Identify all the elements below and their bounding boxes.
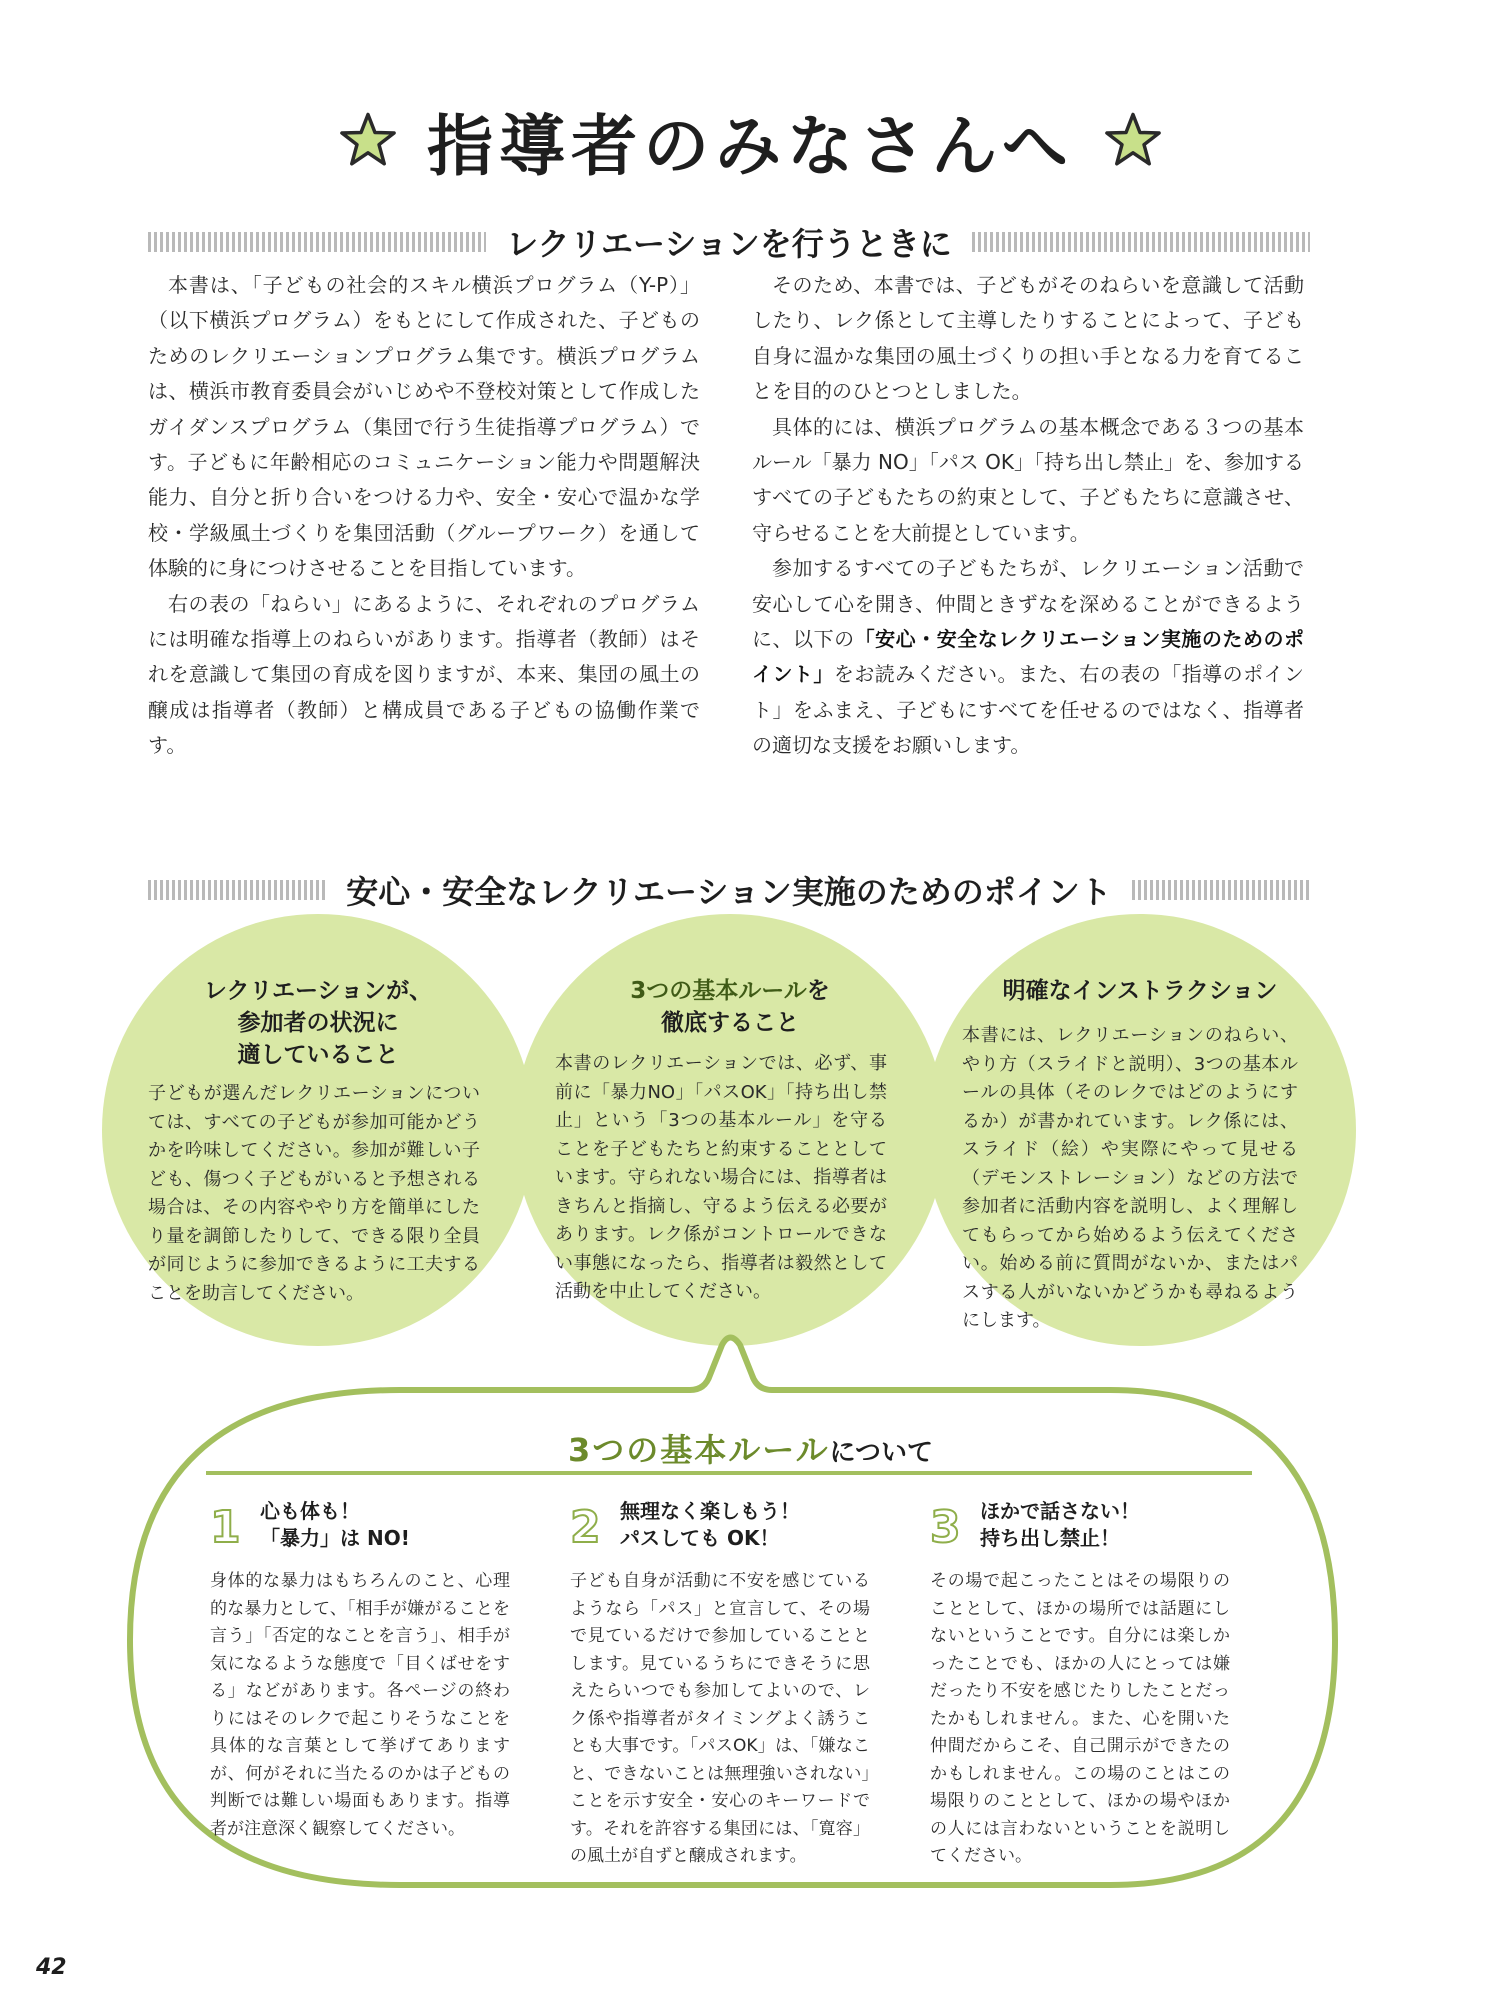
page-title: 指導者のみなさんへ bbox=[427, 107, 1074, 185]
rule-number: 3 bbox=[930, 1502, 961, 1553]
section-heading-label: レクリエーションを行うときに bbox=[506, 225, 952, 263]
point-3-title bbox=[952, 975, 1328, 1007]
rule-heading-line: 心も体も！ bbox=[260, 1499, 360, 1523]
rule-number: 2 bbox=[570, 1502, 601, 1553]
title-line: 参加者の状況に bbox=[237, 1010, 399, 1036]
point-2-title bbox=[542, 975, 918, 1039]
rule-heading-line: 無理なく楽しもう！ bbox=[620, 1499, 800, 1523]
rule-heading bbox=[260, 1498, 410, 1552]
rule-heading bbox=[980, 1498, 1140, 1552]
highlight-text: 3つの基本ルール bbox=[630, 978, 807, 1004]
title-line: 明確なインストラクション bbox=[1002, 978, 1278, 1004]
rule-heading-line: 「暴力」は NO! bbox=[260, 1526, 410, 1550]
page-number: 42 bbox=[36, 1955, 67, 1980]
rule-number: 1 bbox=[210, 1502, 241, 1553]
paragraph: そのため、本書では、子どもがそのねらいを意識して活動したり、レク係として主導したりすることによって、子ども自身に温かな集団の風土づくりの担い手となる力を育てることを目的のひとつとしました。 bbox=[752, 273, 1304, 404]
rule-heading-line: 持ち出し禁止！ bbox=[980, 1526, 1120, 1550]
rule-body: その場で起こったことはその場限りのこととして、ほかの場所では話題にしないということです。自分には楽しかったことでも、ほかの人にとっては嫌だったり不安を感じたりしたことだったかもしれません。また、心を開いた仲間だからこそ、自己開示ができたのかもしれません。この場のことはこの場限りのこととして、ほかの場やほかの人には言わないということを説明してください。 bbox=[930, 1571, 1230, 1866]
point-2-body: 本書のレクリエーションでは、必ず、事前に「暴力NO」「パスOK」「持ち出し禁止」という「3つの基本ルール」を守ることを子どもたちと約束することとしています。守られない場合には、指導者はきちんと指摘し、守るよう伝える必要があります。レク係がコントロールできない事態になったら、指導者は毅然として活動を中止してください。 bbox=[555, 1053, 887, 1302]
title-line: レクリエーションが、 bbox=[203, 978, 433, 1004]
rule-body: 身体的な暴力はもちろんのこと、心理的な暴力として、「相手が嫌がることを言う」「否定的なことを言う」、相手が気になるような態度で「目くばせをする」などがあります。各ページの終わりにはそのレクで起こりそうなことを具体的な言葉として挙げてありますが、何がそれに当たるのかは子どもの判断では難しい場面もあります。指導者が注意深く観察してください。 bbox=[210, 1571, 510, 1839]
rule-body: 子ども自身が活動に不安を感じているようなら「パス」と宣言して、その場で見ているだけで参加していることとします。見ているうちにできそうに思えたらいつでも参加してよいので、レク係や指導者がタイミングよく誘うことも大事です。「パスOK」は、「嫌なこと、できないことは無理強いされない」ことを示す安全・安心のキーワードです。それを許容する集団には、「寛容」の風土が自ずと醸成されます。 bbox=[570, 1571, 870, 1866]
point-1-title bbox=[130, 975, 506, 1071]
rule-heading-line: パスしても OK！ bbox=[620, 1526, 780, 1550]
rule-heading-line: ほかで話さない！ bbox=[980, 1499, 1140, 1523]
rule-heading bbox=[620, 1498, 800, 1552]
paragraph: 右の表の「ねらい」にあるように、それぞれのプログラムには明確な指導上のねらいがあります。指導者（教師）はそれを意識して集団の育成を図りますが、本来、集団の風土の醸成は指導者（教師）と構成員である子どもの協働作業です。 bbox=[148, 591, 700, 758]
title-line: 適していること bbox=[237, 1042, 399, 1068]
paragraph: 具体的には、横浜プログラムの基本概念である３つの基本ルール「暴力 NO」「パス OK」「持ち出し禁止」を、参加するすべての子どもたちの約束として、子どもたちに意識させ、守らせることを大前提としています。 bbox=[752, 414, 1304, 545]
bold-text: 「安心・安全なレクリエーション実施のためのポイント」 bbox=[752, 627, 1305, 687]
text: について bbox=[829, 1438, 934, 1468]
paragraph: 本書は、「子どもの社会的スキル横浜プログラム（Y-P）」（以下横浜プログラム）をもとにして作成された、子どものためのレクリエーションプログラム集です。横浜プログラムは、横浜市教育委員会がいじめや不登校対策として作成したガイダンスプログラム（集団で行う生徒指導プログラム）です。子どもに年齢相応のコミュニケーション能力や問題解決能力、自分と折り合いをつける力や、安全・安心で温かな学校・学級風土づくりを集団活動（グループワーク）を通して体験的に身につけさせることを目指しています。 bbox=[148, 273, 700, 581]
point-1-body: 子どもが選んだレクリエーションについては、すべての子どもが参加可能かどうかを吟味してください。参加が難しい子ども、傷つく子どもがいると予想される場合は、その内容ややり方を簡単にしたり量を調節したりして、できる限り全員が同じように参加できるように工夫することを助言してください。 bbox=[148, 1083, 480, 1304]
title-line: 徹底すること bbox=[661, 1010, 799, 1036]
text: 参加するすべての子どもたちが、レクリエーション活動で安心して心を開き、仲間ときずなを深めることができるように、以下の bbox=[752, 556, 1304, 652]
text: をお読みください。また、右の表の「指導のポイント」をふまえ、子どもにすべてを任せるのではなく、指導者の適切な支援をお願いします。 bbox=[752, 662, 1305, 758]
point-3-body: 本書には、レクリエーションのねらい、やり方（スライドと説明）、3つの基本ルールの具体（そのレクではどのようにするか）が書かれています。レク係には、スライド（絵）や実際にやって見せる（デモンストレーション）などの方法で参加者に活動内容を説明し、よく理解してもらってから始めるよう伝えてください。始める前に質問がないか、またはパスする人がいないかどうかも尋ねるようにします。 bbox=[962, 1025, 1298, 1331]
rules-title bbox=[0, 1425, 1501, 1471]
text: を bbox=[806, 978, 830, 1004]
highlight-text: 3つの基本ルール bbox=[567, 1431, 830, 1469]
section-heading-label: 安心・安全なレクリエーション実施のためのポイント bbox=[346, 873, 1112, 911]
